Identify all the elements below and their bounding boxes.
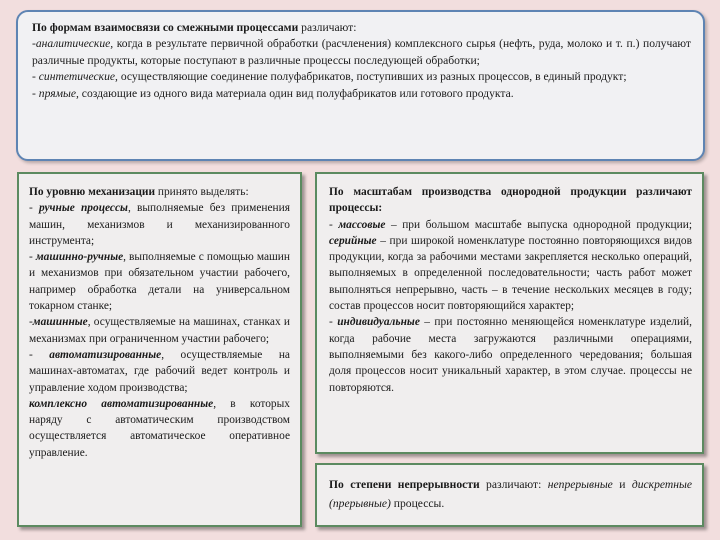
analytic-item: [32, 36, 691, 69]
machine-prefix: -: [29, 316, 33, 329]
synthetic-item: [32, 69, 691, 85]
continuity-conjunction: и: [612, 478, 632, 491]
individual-prefix: -: [329, 316, 338, 329]
analytic-text: когда в результате первичной обработки (расчленения) комплексного сырья (нефть, руда, молоко и т. п.) получают различные продукты, которые поступают в различные процессы последующей обработки;: [32, 37, 691, 67]
production-scale-box: [315, 172, 704, 454]
automated-prefix: -: [29, 348, 50, 361]
automated-text: , осуществляемые на машинах-автоматах, где рабочий ведет контроль и управление ходом производства;: [29, 348, 290, 394]
connection-forms-title: По формам взаимосвязи со смежными процессами: [32, 21, 299, 34]
synthetic-prefix: -: [32, 70, 39, 84]
connection-forms-title-tail: различают:: [298, 21, 357, 34]
machine-term: машинные: [32, 316, 88, 329]
continuous-term: непрерывные: [547, 478, 613, 491]
continuity-box: [315, 463, 704, 527]
automated-term: автоматизированные: [49, 348, 162, 361]
discrete-term: дискретные (прерывные): [329, 478, 692, 510]
connection-forms-heading: [32, 20, 691, 36]
direct-text: создающие из одного вида материала один вид полуфабрикатов или готового продукта.: [78, 86, 514, 100]
manual-text: , выполняемые без применения машин, механизмов и механизированного инструмента;: [29, 202, 290, 247]
individual-text: – при постоянно меняющейся номенклатуре изделий, когда рабочие места загружаются различными операциями, выполняемыми без какого-либо определенного чередования; большая доля процессов носит уникальный характер, в этом случае. процессы не повторяются.: [329, 316, 692, 394]
mechanization-intro: [29, 184, 290, 200]
direct-item: [32, 86, 691, 102]
direct-prefix: -: [32, 86, 39, 100]
production-scale-title: По масштабам производства однородной продукции различают процессы:: [329, 186, 692, 215]
machine-manual-item: [29, 249, 290, 314]
mass-term: массовые: [338, 218, 386, 231]
automated-item: [29, 347, 290, 396]
manual-prefix: -: [29, 202, 39, 215]
machine-manual-text: , выполняемые с помощью машин и механизмов при обязательном участии рабочего, например обработка детали на универсальном токарном станке;: [29, 251, 290, 313]
connection-forms-box: [16, 10, 705, 161]
serial-text: – при широкой номенклатуре постоянно повторяющихся видов продукции, когда за рабочими местами закрепляется несколько операций, выполняемых в определенной последовательности; часть работ может выполняться непрерывно, часть – в течение нескольких месяцев в году; состав процессов носит повторяющийся характер;: [329, 234, 692, 313]
machine-item: [29, 314, 290, 347]
machine-manual-term: машинно-ручные: [35, 251, 124, 264]
analytic-term: -аналитические,: [32, 37, 114, 51]
production-scale-intro: [329, 184, 692, 217]
manual-item: [29, 200, 290, 249]
direct-term: прямые,: [38, 86, 79, 100]
serial-term: серийные: [329, 234, 377, 247]
continuity-title-tail: различают:: [479, 478, 548, 491]
continuity-tail: процессы.: [390, 497, 445, 510]
machine-manual-prefix: -: [29, 251, 36, 264]
manual-term: ручные процессы: [38, 202, 128, 215]
mechanization-title-tail: принято выделять:: [155, 186, 249, 198]
continuity-text: [329, 475, 692, 513]
mass-prefix: -: [329, 218, 339, 231]
synthetic-text: осуществляющие соединение полуфабрикатов, поступивших из разных процессов, в единый продукт;: [117, 70, 627, 84]
complex-automated-text: , в которых наряду с автоматическим производством осуществляется автоматическое оперативное управление.: [29, 397, 290, 459]
synthetic-term: синтетические,: [38, 70, 118, 84]
mass-serial-item: [329, 217, 692, 315]
mechanization-level-box: [17, 172, 302, 527]
mass-text: – при большом масштабе выпуска однородной продукции;: [385, 218, 692, 231]
complex-automated-term: комплексно автоматизированные: [29, 397, 214, 410]
individual-item: [329, 314, 692, 395]
machine-text: , осуществляемые на машинах, станках и механизмах при ограниченном участии рабочего;: [29, 316, 290, 345]
mechanization-title: По уровню механизации: [29, 186, 156, 198]
complex-automated-item: [29, 396, 290, 461]
individual-term: индивидуальные: [337, 316, 420, 329]
continuity-title: По степени непрерывности: [329, 478, 480, 491]
